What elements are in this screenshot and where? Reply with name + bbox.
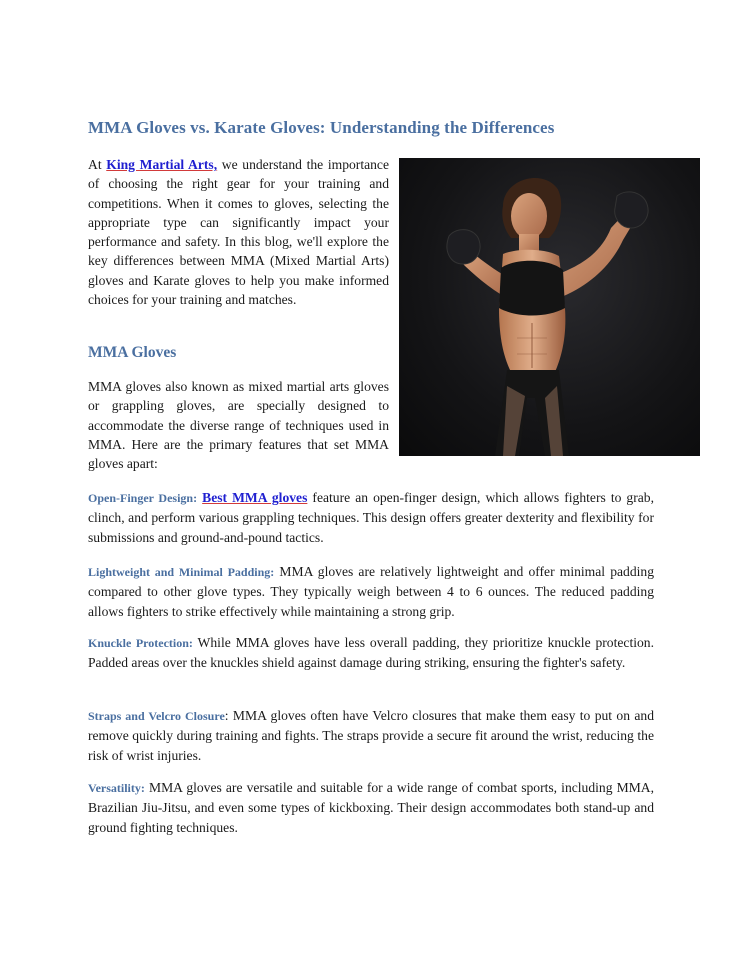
feature-text: While MMA gloves have less overall padding, they prioritize knuckle protection. Padded areas over the knuckles shield against damage during striking, ensuring the fighter's safety. — [88, 635, 654, 671]
feature-straps-velcro — [88, 706, 654, 765]
feature-knuckle-protection — [88, 633, 654, 673]
feature-text: feature an open-finger design, which allows fighters to grab, clinch, and perform various grappling techniques. This design offers greater dexterity and flexibility for submissions and ground-and-pound tactics. — [88, 490, 654, 545]
fighter-photo — [399, 158, 700, 456]
feature-text: MMA gloves are versatile and suitable for a wide range of combat sports, including MMA, Brazilian Jiu-Jitsu, and even some types of kickboxing. Their design accommodates both stand-up and ground fighting techniques. — [88, 780, 654, 835]
feature-text: : MMA gloves often have Velcro closures that make them easy to put on and remove quickly during training and fights. The straps provide a secure fit around the wrist, reducing the risk of wrist injuries. — [88, 708, 654, 763]
feature-label: Open-Finger Design: — [88, 491, 198, 505]
best-mma-gloves-link[interactable]: Best MMA gloves — [202, 490, 308, 505]
feature-label: Straps and Velcro Closure — [88, 709, 225, 723]
feature-label: Lightweight and Minimal Padding: — [88, 565, 275, 579]
intro-prefix: At — [88, 157, 107, 172]
feature-label: Knuckle Protection: — [88, 636, 193, 650]
section-heading-mma-gloves: MMA Gloves — [88, 344, 177, 361]
feature-open-finger — [88, 488, 654, 547]
fighter-illustration — [399, 158, 700, 456]
feature-lightweight — [88, 562, 654, 621]
feature-label: Versatility: — [88, 781, 145, 795]
feature-versatility — [88, 778, 654, 837]
king-martial-arts-link[interactable]: King Martial Arts, — [106, 157, 218, 172]
page-title: MMA Gloves vs. Karate Gloves: Understanding the Differences — [88, 118, 555, 137]
feature-text: MMA gloves are relatively lightweight and offer minimal padding compared to other glove types. They typically weigh between 4 to 6 ounces. The reduced padding allows fighters to strike effectively while maintaining a strong grip. — [88, 564, 655, 619]
intro-text: we understand the importance of choosing the right gear for your training and competitions. When it comes to gloves, selecting the appropriate type can significantly impact your performance and safety. In this blog, we'll explore the key differences between MMA (Mixed Martial Arts) gloves and Karate gloves to help you make informed choices for your training and matches. — [88, 157, 389, 308]
mma-intro-paragraph: MMA gloves also known as mixed martial arts gloves or grappling gloves, are specially designed to accommodate the diverse range of techniques used in MMA. Here are the primary features that set MMA gloves apart: — [88, 379, 389, 472]
intro-paragraph — [88, 155, 389, 309]
